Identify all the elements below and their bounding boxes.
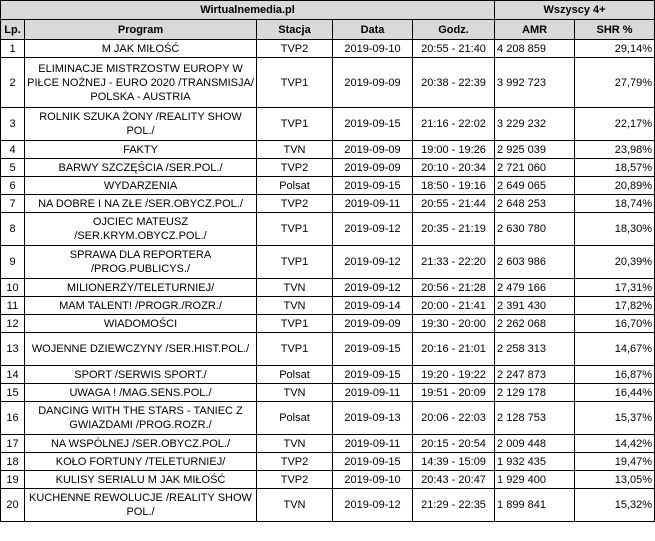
table-row [1,384,655,402]
cell-godz: 20:16 - 21:01 [413,333,495,366]
cell-stacja: TVP1 [257,108,333,141]
cell-stacja: TVN [257,279,333,297]
cell-lp: 9 [1,246,25,279]
cell-data: 2019-09-15 [333,108,413,141]
cell-stacja: Polsat [257,366,333,384]
cell-lp: 18 [1,453,25,471]
cell-shr: 16,87% [575,366,655,384]
cell-stacja: TVP1 [257,58,333,108]
cell-lp: 6 [1,177,25,195]
cell-amr: 2 479 166 [495,279,575,297]
cell-shr: 20,89% [575,177,655,195]
table-row [1,159,655,177]
table-row [1,435,655,453]
cell-lp: 14 [1,366,25,384]
cell-stacja: Polsat [257,177,333,195]
cell-stacja: TVP2 [257,40,333,58]
cell-amr: 2 648 253 [495,195,575,213]
cell-godz: 21:29 - 22:35 [413,489,495,522]
cell-data: 2019-09-15 [333,177,413,195]
table-row [1,40,655,58]
col-header-lp: Lp. [1,20,25,40]
table-row [1,402,655,435]
cell-godz: 20:35 - 21:19 [413,213,495,246]
table-row [1,489,655,522]
cell-shr: 18,30% [575,213,655,246]
cell-amr: 2 630 780 [495,213,575,246]
cell-amr: 2 262 068 [495,315,575,333]
cell-godz: 21:33 - 22:20 [413,246,495,279]
col-header-program: Program [25,20,257,40]
cell-lp: 1 [1,40,25,58]
cell-program: M JAK MIŁOŚĆ [25,40,257,58]
cell-shr: 20,39% [575,246,655,279]
cell-godz: 20:10 - 20:34 [413,159,495,177]
table-row [1,141,655,159]
cell-stacja: TVN [257,489,333,522]
cell-amr: 1 899 841 [495,489,575,522]
cell-shr: 23,98% [575,141,655,159]
cell-amr: 2 128 753 [495,402,575,435]
cell-data: 2019-09-10 [333,40,413,58]
cell-amr: 2 603 986 [495,246,575,279]
cell-data: 2019-09-10 [333,471,413,489]
cell-amr: 1 929 400 [495,471,575,489]
cell-godz: 19:00 - 19:26 [413,141,495,159]
cell-lp: 16 [1,402,25,435]
cell-shr: 15,32% [575,489,655,522]
cell-program: WIADOMOŚCI [25,315,257,333]
cell-program: OJCIEC MATEUSZ /SER.KRYM.OBYCZ.POL./ [25,213,257,246]
cell-program: DANCING WITH THE STARS - TANIEC Z GWIAZDAMI /PROG.ROZR./ [25,402,257,435]
cell-amr: 2 258 313 [495,333,575,366]
cell-godz: 18:50 - 19:16 [413,177,495,195]
cell-stacja: TVN [257,435,333,453]
cell-godz: 19:30 - 20:00 [413,315,495,333]
cell-lp: 8 [1,213,25,246]
cell-godz: 20:55 - 21:40 [413,40,495,58]
cell-shr: 14,67% [575,333,655,366]
cell-amr: 2 247 873 [495,366,575,384]
cell-shr: 18,57% [575,159,655,177]
cell-lp: 19 [1,471,25,489]
cell-program: NA WSPÓLNEJ /SER.OBYCZ.POL./ [25,435,257,453]
cell-amr: 2 391 430 [495,297,575,315]
cell-program: ROLNIK SZUKA ŻONY /REALITY SHOW POL./ [25,108,257,141]
cell-stacja: Polsat [257,402,333,435]
cell-amr: 2 925 039 [495,141,575,159]
cell-lp: 7 [1,195,25,213]
col-header-shr: SHR % [575,20,655,40]
cell-shr: 29,14% [575,40,655,58]
table-row [1,279,655,297]
cell-lp: 10 [1,279,25,297]
cell-lp: 15 [1,384,25,402]
cell-amr: 1 932 435 [495,453,575,471]
cell-godz: 20:06 - 22:03 [413,402,495,435]
table-row [1,195,655,213]
cell-shr: 22,17% [575,108,655,141]
cell-program: WOJENNE DZIEWCZYNY /SER.HIST.POL./ [25,333,257,366]
cell-program: ELIMINACJE MISTRZOSTW EUROPY W PIŁCE NOŻNEJ - EURO 2020 /TRANSMISJA/ POLSKA - AUSTRIA [25,58,257,108]
cell-program: KOŁO FORTUNY /TELETURNIEJ/ [25,453,257,471]
cell-shr: 16,44% [575,384,655,402]
cell-stacja: TVN [257,141,333,159]
table-row [1,177,655,195]
cell-shr: 17,82% [575,297,655,315]
cell-data: 2019-09-09 [333,315,413,333]
cell-godz: 20:00 - 21:41 [413,297,495,315]
cell-amr: 2 649 065 [495,177,575,195]
cell-data: 2019-09-12 [333,213,413,246]
cell-data: 2019-09-12 [333,246,413,279]
cell-godz: 19:51 - 20:09 [413,384,495,402]
cell-stacja: TVN [257,297,333,315]
cell-program: UWAGA ! /MAG.SENS.POL./ [25,384,257,402]
cell-program: MILIONERZY/TELETURNIEJ/ [25,279,257,297]
cell-stacja: TVN [257,384,333,402]
cell-data: 2019-09-09 [333,58,413,108]
cell-amr: 3 992 723 [495,58,575,108]
cell-amr: 2 129 178 [495,384,575,402]
top-header-row [1,1,655,20]
cell-data: 2019-09-11 [333,195,413,213]
cell-lp: 17 [1,435,25,453]
table-row [1,315,655,333]
cell-stacja: TVP2 [257,471,333,489]
cell-shr: 27,79% [575,58,655,108]
table-row [1,246,655,279]
cell-stacja: TVP1 [257,315,333,333]
cell-shr: 14,42% [575,435,655,453]
cell-shr: 15,37% [575,402,655,435]
cell-shr: 18,74% [575,195,655,213]
cell-lp: 5 [1,159,25,177]
cell-lp: 12 [1,315,25,333]
table-row [1,366,655,384]
cell-lp: 13 [1,333,25,366]
cell-shr: 19,47% [575,453,655,471]
cell-lp: 3 [1,108,25,141]
cell-stacja: TVP2 [257,195,333,213]
cell-amr: 4 208 859 [495,40,575,58]
cell-program: MAM TALENT! /PROGR./ROZR./ [25,297,257,315]
cell-program: SPORT /SERWIS SPORT./ [25,366,257,384]
cell-program: KUCHENNE REWOLUCJE /REALITY SHOW POL./ [25,489,257,522]
source-header: Wirtualnemedia.pl [1,1,495,20]
table-row [1,108,655,141]
cell-stacja: TVP2 [257,159,333,177]
col-header-stacja: Stacja [257,20,333,40]
cell-lp: 2 [1,58,25,108]
cell-godz: 19:20 - 19:22 [413,366,495,384]
cell-shr: 13,05% [575,471,655,489]
table-row [1,471,655,489]
table-row [1,58,655,108]
cell-stacja: TVP1 [257,246,333,279]
cell-data: 2019-09-11 [333,384,413,402]
cell-data: 2019-09-15 [333,366,413,384]
cell-godz: 20:56 - 21:28 [413,279,495,297]
cell-godz: 21:16 - 22:02 [413,108,495,141]
cell-data: 2019-09-12 [333,489,413,522]
cell-amr: 3 229 232 [495,108,575,141]
cell-program: NA DOBRE I NA ZŁE /SER.OBYCZ.POL./ [25,195,257,213]
cell-godz: 14:39 - 15:09 [413,453,495,471]
cell-lp: 11 [1,297,25,315]
cell-data: 2019-09-15 [333,333,413,366]
cell-program: WYDARZENIA [25,177,257,195]
cell-godz: 20:43 - 20:47 [413,471,495,489]
cell-data: 2019-09-13 [333,402,413,435]
cell-program: KULISY SERIALU M JAK MIŁOŚĆ [25,471,257,489]
cell-data: 2019-09-09 [333,159,413,177]
cell-shr: 16,70% [575,315,655,333]
cell-godz: 20:55 - 21:44 [413,195,495,213]
cell-stacja: TVP1 [257,333,333,366]
table-row [1,453,655,471]
col-header-godz: Godz. [413,20,495,40]
cell-program: SPRAWA DLA REPORTERA /PROG.PUBLICYS./ [25,246,257,279]
cell-data: 2019-09-09 [333,141,413,159]
col-header-amr: AMR [495,20,575,40]
table-row [1,333,655,366]
cell-data: 2019-09-15 [333,453,413,471]
cell-lp: 20 [1,489,25,522]
cell-stacja: TVP1 [257,213,333,246]
cell-amr: 2 009 448 [495,435,575,453]
table-row [1,297,655,315]
cell-program: FAKTY [25,141,257,159]
cell-program: BARWY SZCZĘŚCIA /SER.POL./ [25,159,257,177]
cell-data: 2019-09-14 [333,297,413,315]
cell-godz: 20:38 - 22:39 [413,58,495,108]
table-row [1,213,655,246]
col-header-data: Data [333,20,413,40]
cell-shr: 17,31% [575,279,655,297]
cell-lp: 4 [1,141,25,159]
cell-amr: 2 721 060 [495,159,575,177]
cell-godz: 20:15 - 20:54 [413,435,495,453]
column-header-row [1,20,655,40]
cell-data: 2019-09-11 [333,435,413,453]
audience-header: Wszyscy 4+ [495,1,655,20]
cell-data: 2019-09-12 [333,279,413,297]
cell-stacja: TVP2 [257,453,333,471]
